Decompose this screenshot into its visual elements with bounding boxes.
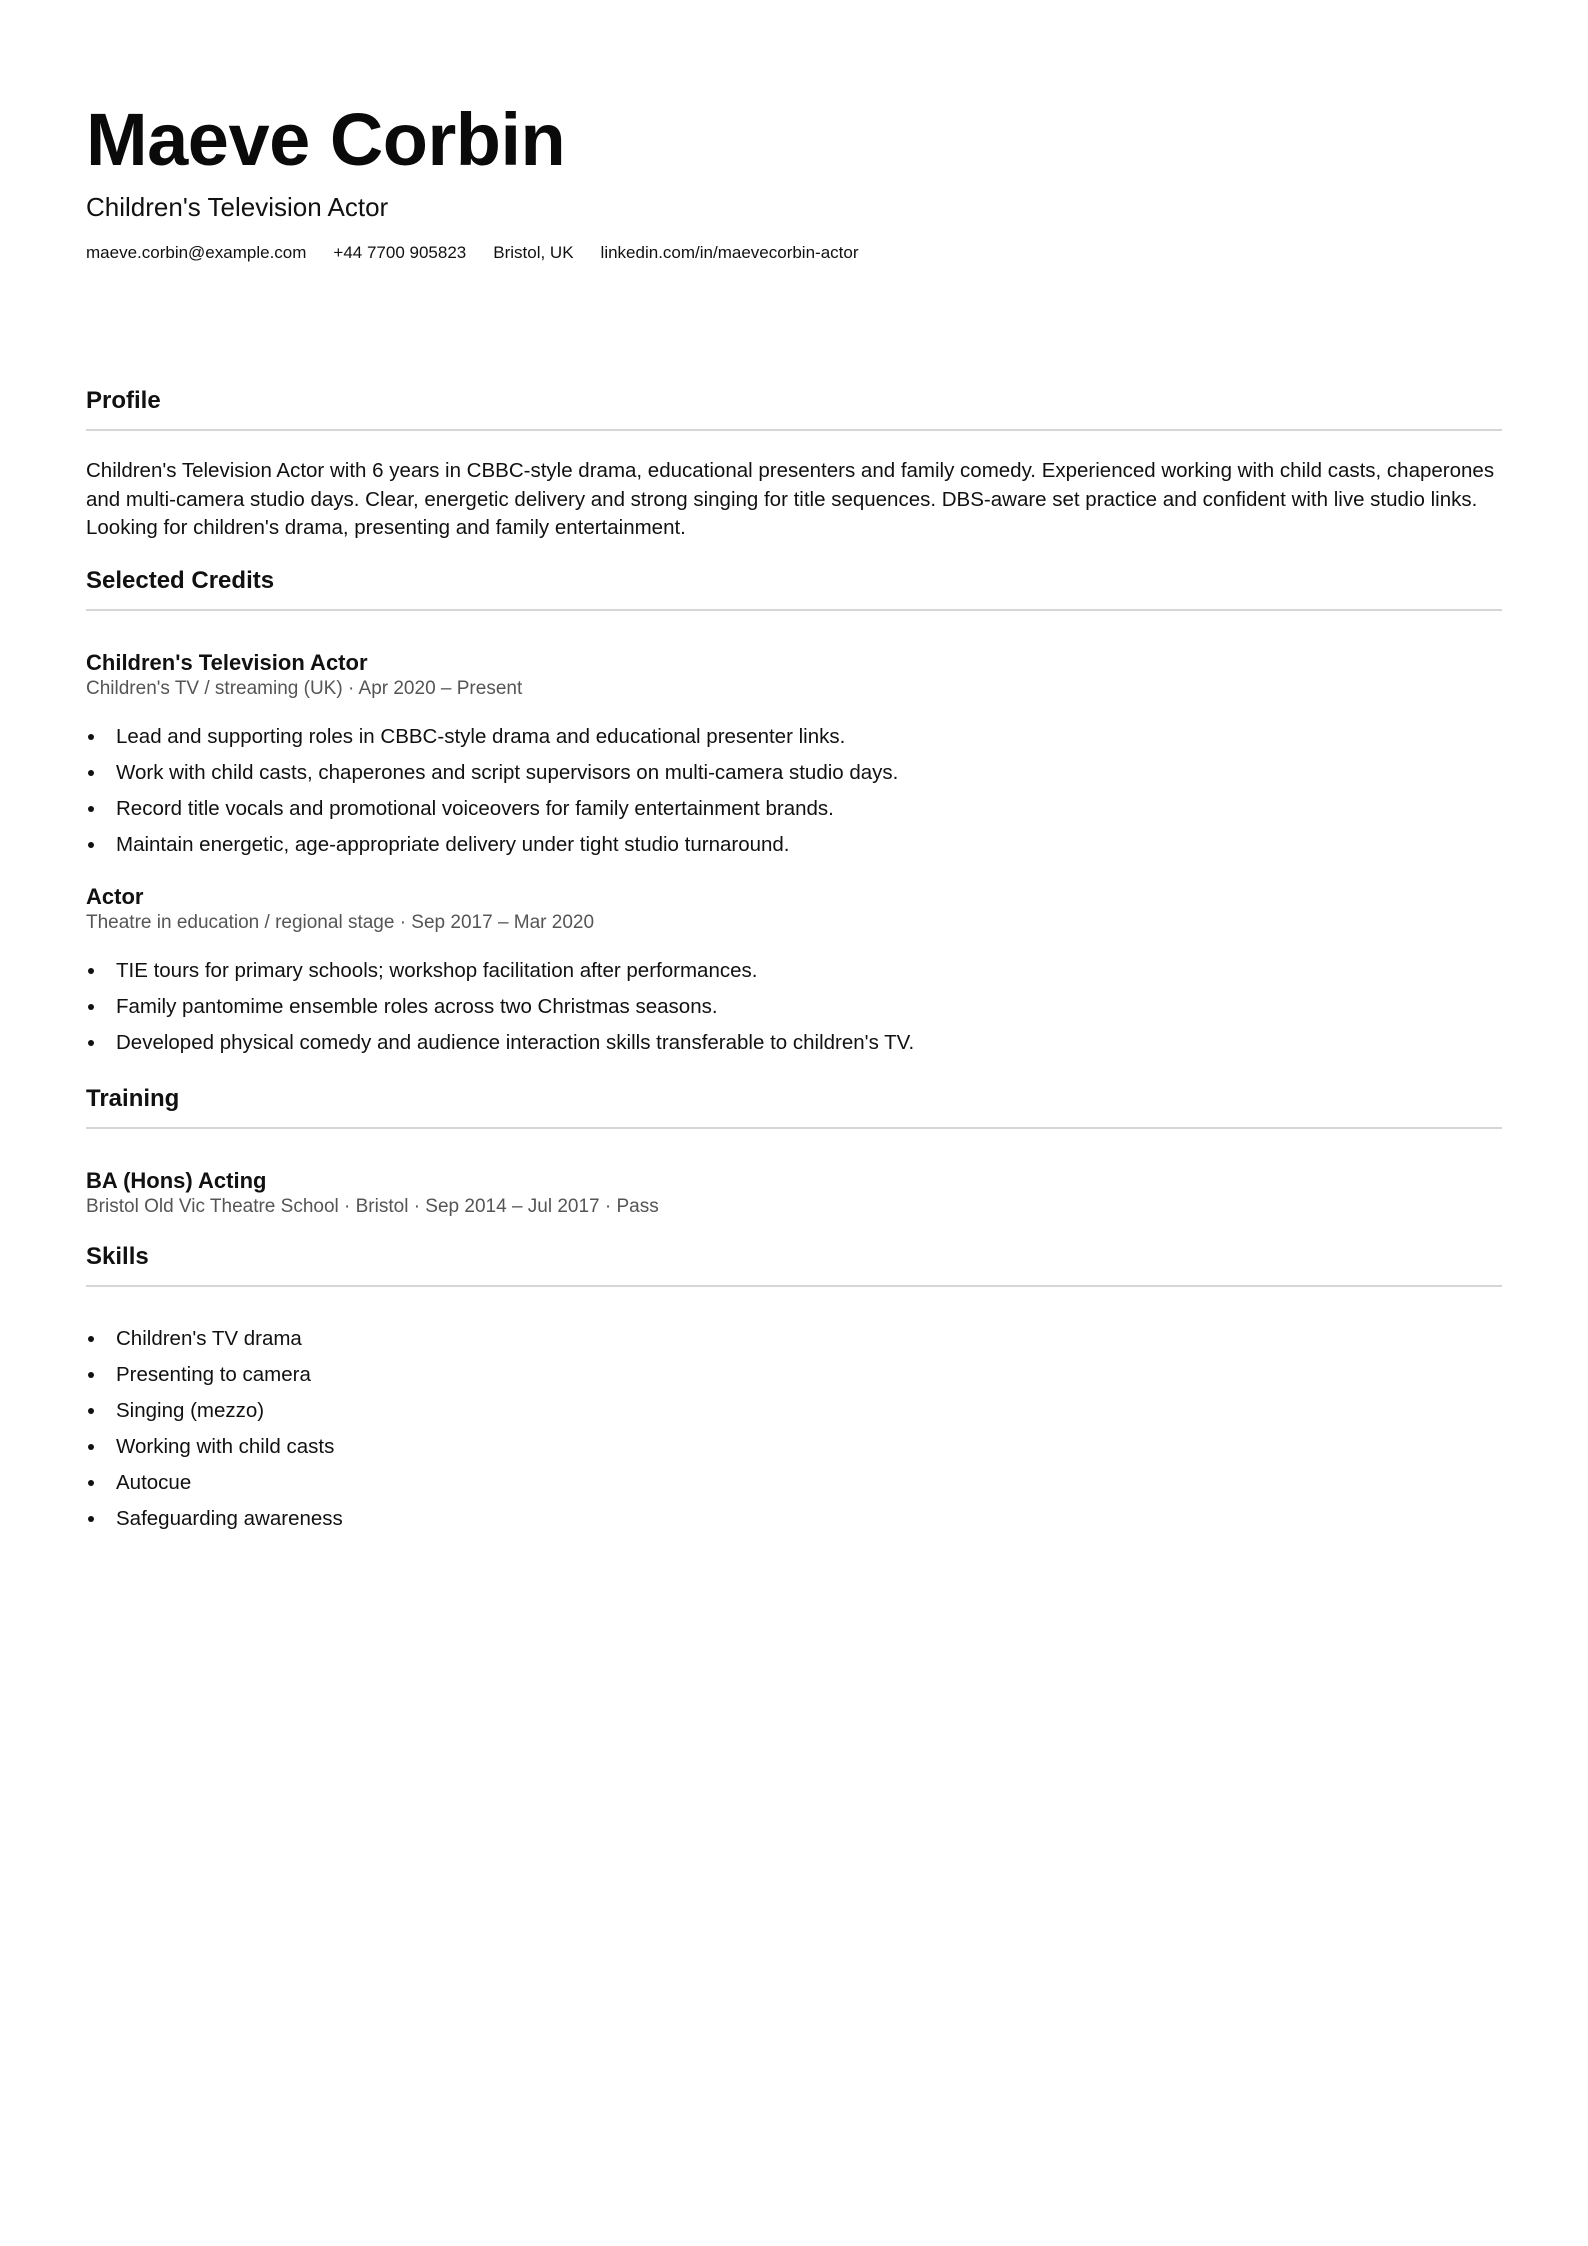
credit-bullets [86, 953, 1502, 1061]
credit-bullet: Lead and supporting roles in CBBC-style drama and educational presenter links. [86, 719, 1502, 755]
section-heading-credits: Selected Credits [86, 565, 1502, 611]
credit-bullet: Record title vocals and promotional voiceovers for family entertainment brands. [86, 791, 1502, 827]
credit-bullet: Work with child casts, chaperones and script supervisors on multi-camera studio days. [86, 755, 1502, 791]
credit-bullet: Developed physical comedy and audience interaction skills transferable to children's TV. [86, 1025, 1502, 1061]
skill-item: Presenting to camera [86, 1357, 1502, 1393]
section-heading-skills: Skills [86, 1241, 1502, 1287]
credit-bullet: Family pantomime ensemble roles across two Christmas seasons. [86, 989, 1502, 1025]
credit-meta: Children's TV / streaming (UK) · Apr 2020 – Present [86, 677, 523, 699]
skill-item: Children's TV drama [86, 1321, 1502, 1357]
training-entry [86, 1167, 1502, 1219]
section-heading-profile: Profile [86, 385, 1502, 431]
credit-title: Children's Television Actor [86, 649, 368, 675]
credit-entry [86, 649, 1502, 863]
candidate-name: Maeve Corbin [86, 98, 566, 181]
resume-header [86, 96, 1502, 265]
profile-section [86, 385, 1502, 543]
credit-meta: Theatre in education / regional stage · Sep 2017 – Mar 2020 [86, 911, 595, 933]
skill-item: Singing (mezzo) [86, 1393, 1502, 1429]
credit-bullets [86, 719, 1502, 863]
credit-entry [86, 883, 1502, 1061]
skills-list [86, 1321, 1502, 1537]
skills-section [86, 1241, 1502, 1537]
credit-bullet: TIE tours for primary schools; workshop facilitation after performances. [86, 953, 1502, 989]
training-section [86, 1083, 1502, 1219]
skill-item: Safeguarding awareness [86, 1501, 1502, 1537]
credit-bullet: Maintain energetic, age-appropriate delivery under tight studio turnaround. [86, 827, 1502, 863]
contact-row [86, 241, 1502, 265]
skill-item: Working with child casts [86, 1429, 1502, 1465]
section-heading-training: Training [86, 1083, 1502, 1129]
contact-location: Bristol, UK [493, 243, 574, 262]
contact-linkedin: linkedin.com/in/maevecorbin-actor [600, 243, 859, 262]
candidate-title: Children's Television Actor [86, 192, 389, 222]
training-meta: Bristol Old Vic Theatre School · Bristol · Sep 2014 – Jul 2017 · Pass [86, 1195, 659, 1217]
contact-email: maeve.corbin@example.com [86, 243, 307, 262]
training-title: BA (Hons) Acting [86, 1167, 267, 1193]
skill-item: Autocue [86, 1465, 1502, 1501]
contact-phone: +44 7700 905823 [333, 243, 467, 262]
credits-section [86, 565, 1502, 1061]
credit-title: Actor [86, 883, 144, 909]
profile-summary: Children's Television Actor with 6 years in CBBC-style drama, educational presenters and family comedy. Experienced working with child casts, chaperones and multi-camera studio days. Clear, energetic delivery and strong singing for title sequences. DBS-aware set practice and confident with live studio links. Looking for children's drama, presenting and family entertainment. [86, 459, 1495, 539]
